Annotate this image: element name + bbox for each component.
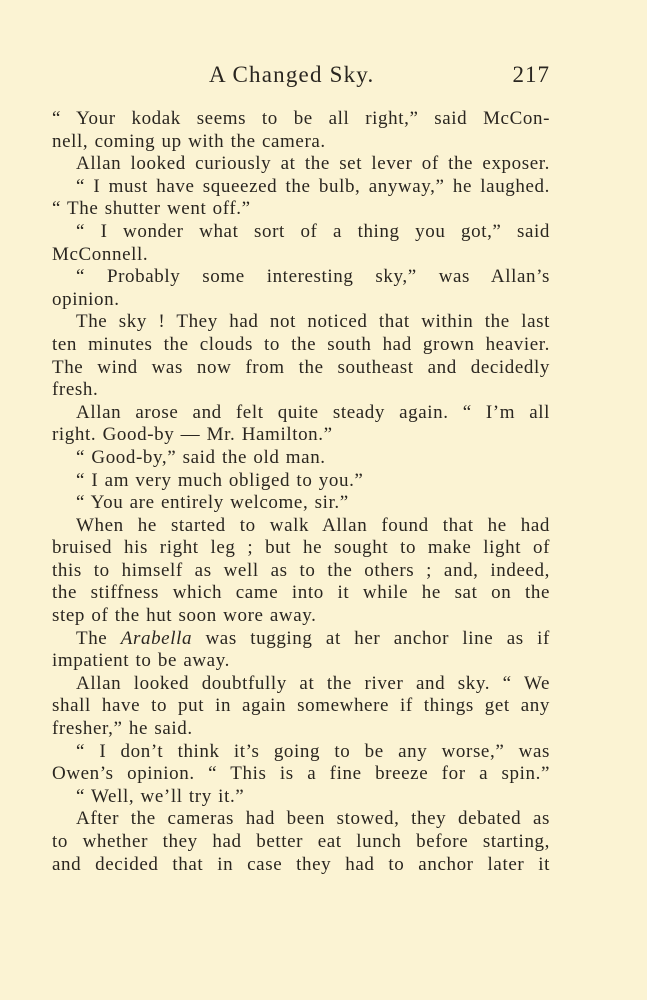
text-line: Owen’s opinion. “ This is a fine breeze for a spin.” [52,763,550,785]
text-line: fresher,” he said. [52,718,193,740]
text-line: ten minutes the clouds to the south had grown heavier. [52,333,550,355]
text-line: opinion. [52,288,120,310]
text-line: right. Good-by — Mr. Hamilton.” [52,424,333,446]
text-line: “ I don’t think it’s going to be any worse,” was [76,740,550,762]
text-line: step of the hut soon wore away. [52,605,317,627]
text-line-arabella [52,628,550,651]
text-line: “ Your kodak seems to be all right,” said McCon- [52,108,550,129]
text-line: and decided that in case they had to anchor later it [52,853,550,875]
text-line: the stiffness which came into it while he sat on the [52,582,550,604]
text-line: shall have to put in again somewhere if things get any [52,695,550,717]
text-line: Allan arose and felt quite steady again. “ I’m all [76,401,550,423]
text-line: The wind was now from the southeast and decidedly [52,356,550,378]
text-line: to whether they had better eat lunch before starting, [52,831,550,852]
body-text [52,108,550,876]
text-line: nell, coming up with the camera. [52,130,326,152]
text-line: impatient to be away. [52,650,230,672]
text-line: “ Good-by,” said the old man. [76,446,326,468]
text-line: McConnell. [52,243,149,265]
text-line: “ You are entirely welcome, sir.” [76,492,349,514]
text-line: Allan looked curiously at the set lever of the exposer. [76,153,550,175]
text-line: “ I wonder what sort of a thing you got,” said [76,220,550,242]
page-number: 217 [512,62,550,87]
text-line: “ I must have squeezed the bulb, anyway,” he laughed. [76,175,550,197]
text-line: “ Well, we’ll try it.” [76,785,245,807]
boat-name: Arabella [120,627,193,649]
running-title: A Changed Sky. [209,62,375,87]
text-line: After the cameras had been stowed, they debated as [76,808,550,830]
text-segment: was tugging at her anchor line as if [192,627,550,649]
text-line: The sky ! They had not noticed that within the last [76,311,550,333]
page-header [52,62,552,96]
text-segment: The [76,627,121,649]
text-line: “ Probably some interesting sky,” was Allan’s [76,266,550,288]
text-line: Allan looked doubtfully at the river and sky. “ We [76,672,550,694]
text-line: fresh. [52,379,99,401]
text-line: bruised his right leg ; but he sought to make light of [52,537,550,559]
text-line: this to himself as well as to the others ; and, indeed, [52,559,550,581]
text-line: “ The shutter went off.” [52,198,251,220]
text-line: When he started to walk Allan found that he had [76,514,550,536]
text-line: “ I am very much obliged to you.” [76,469,364,491]
